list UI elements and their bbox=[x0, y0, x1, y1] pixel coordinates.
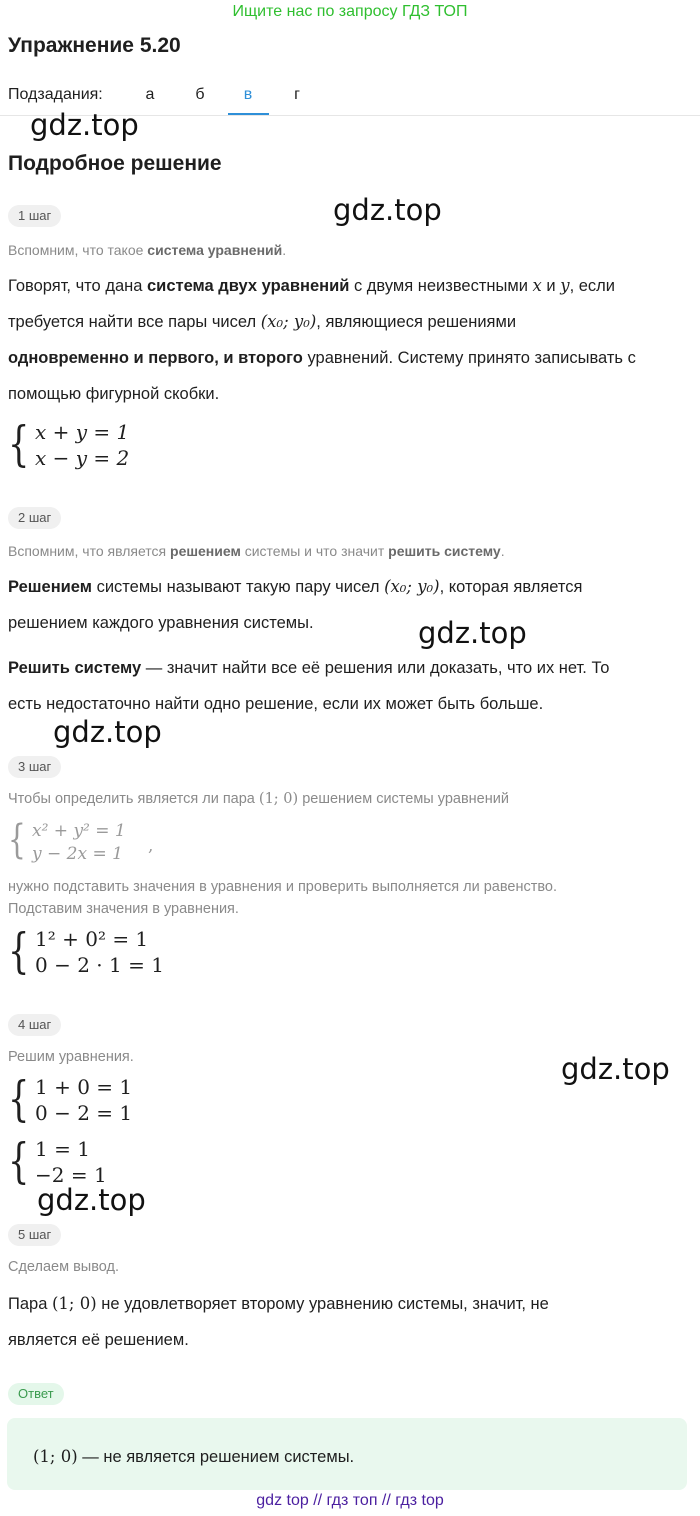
equation: x − y = 2 bbox=[35, 446, 130, 470]
step-4-badge: 4 шаг bbox=[8, 1014, 61, 1036]
step-2-text-line-1: Решением системы называют такую пару чисел (x₀; y₀), которая является bbox=[8, 577, 583, 596]
step-4-hint: Решим уравнения. bbox=[8, 1049, 134, 1065]
step-3-system-given bbox=[8, 818, 208, 866]
step-1-system bbox=[8, 418, 308, 474]
equation: 0 − 2 = 1 bbox=[35, 1101, 133, 1125]
equation: −2 = 1 bbox=[35, 1163, 107, 1187]
tab-v[interactable]: в bbox=[243, 86, 253, 103]
step-3-hint-3: Подставим значения в уравнения. bbox=[8, 901, 239, 917]
step-5-text-line-1: Пара (1; 0) не удовлетворяет второму уравнению системы, значит, не bbox=[8, 1294, 549, 1313]
tab-a[interactable]: а bbox=[145, 86, 155, 103]
step-2-badge: 2 шаг bbox=[8, 507, 61, 529]
equation: y − 2x = 1 bbox=[32, 844, 123, 864]
step-1-text-line-4: помощью фигурной скобки. bbox=[8, 385, 220, 403]
watermark: gdz.top bbox=[333, 193, 442, 227]
equation: x + y = 1 bbox=[35, 420, 130, 444]
watermark: gdz.top bbox=[561, 1052, 670, 1086]
brace-icon: { bbox=[8, 817, 26, 863]
step-3-badge: 3 шаг bbox=[8, 756, 61, 778]
step-2-text-line-2: решением каждого уравнения системы. bbox=[8, 614, 314, 632]
tab-b[interactable]: б bbox=[195, 86, 205, 103]
brace-icon: { bbox=[8, 1071, 30, 1127]
watermark: gdz.top bbox=[37, 1183, 146, 1217]
answer-text: (1; 0) — не является решением системы. bbox=[33, 1447, 355, 1466]
comma: , bbox=[148, 836, 154, 856]
step-5-text-line-2: является её решением. bbox=[8, 1331, 189, 1349]
active-tab-indicator bbox=[228, 113, 269, 115]
equation: 1 = 1 bbox=[35, 1137, 90, 1161]
step-4-system-2 bbox=[8, 1135, 308, 1191]
step-1-text-line-2: требуется найти все пары чисел (x₀; y₀), являющиеся решениями bbox=[8, 312, 517, 331]
step-1-badge: 1 шаг bbox=[8, 205, 61, 227]
step-3-hint-2: нужно подставить значения в уравнения и проверить выполняется ли равенство. bbox=[8, 879, 558, 895]
step-2-hint: Вспомним, что является решением системы и что значит решить систему. bbox=[8, 543, 505, 559]
step-1-text-line-3: одновременно и первого, и второго уравнений. Систему принято записывать с bbox=[8, 349, 636, 367]
top-banner[interactable]: Ищите нас по запросу ГДЗ ТОП bbox=[232, 3, 468, 20]
brace-icon: { bbox=[8, 1133, 30, 1189]
step-5-hint: Сделаем вывод. bbox=[8, 1259, 120, 1275]
brace-icon: { bbox=[8, 923, 30, 979]
step-2-text-line-4: есть недостаточно найти одно решение, если их может быть больше. bbox=[8, 695, 544, 713]
section-title: Подробное решение bbox=[8, 152, 222, 175]
tab-g[interactable]: г bbox=[294, 86, 300, 103]
equation: 0 − 2 · 1 = 1 bbox=[35, 953, 164, 977]
equation: 1² + 0² = 1 bbox=[35, 927, 149, 951]
step-1-text-line-1: Говорят, что дана система двух уравнений с двумя неизвестными x и y, если bbox=[8, 276, 616, 295]
brace-icon: { bbox=[8, 416, 30, 472]
answer-badge: Ответ bbox=[8, 1383, 64, 1405]
footer-links[interactable]: gdz top // гдз топ // гдз top bbox=[256, 1492, 444, 1509]
watermark: gdz.top bbox=[418, 616, 527, 650]
watermark: gdz.top bbox=[53, 715, 162, 749]
step-5-badge: 5 шаг bbox=[8, 1224, 61, 1246]
watermark: gdz.top bbox=[30, 108, 139, 142]
subtasks-label: Подзадания: bbox=[8, 86, 103, 103]
step-2-text-line-3: Решить систему — значит найти все её решения или доказать, что их нет. То bbox=[8, 659, 610, 677]
step-1-hint: Вспомним, что такое система уравнений. bbox=[8, 242, 287, 258]
equation: x² + y² = 1 bbox=[32, 821, 126, 841]
page-title: Упражнение 5.20 bbox=[8, 34, 181, 57]
equation: 1 + 0 = 1 bbox=[35, 1075, 133, 1099]
step-4-system-1 bbox=[8, 1073, 308, 1129]
step-3-system-substituted bbox=[8, 925, 308, 981]
step-3-hint: Чтобы определить является ли пара (1; 0) решением системы уравнений bbox=[8, 791, 509, 807]
